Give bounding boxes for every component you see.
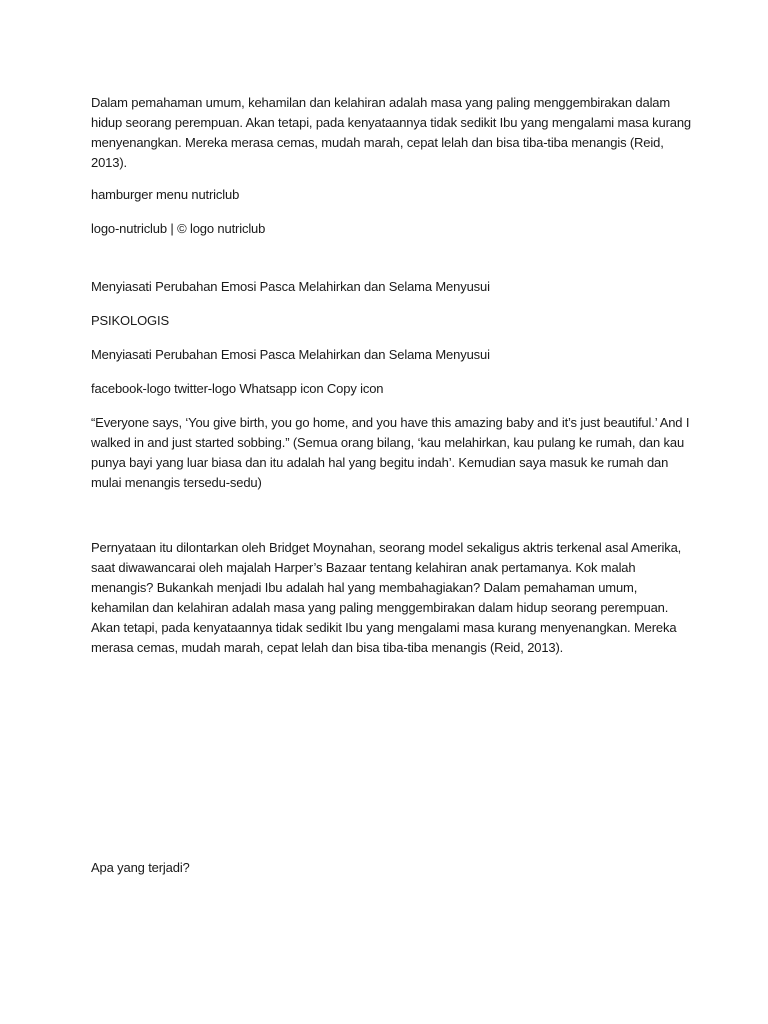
intro-paragraph: Dalam pemahaman umum, kehamilan dan kelahiran adalah masa yang paling menggembirakan dalam hidup seorang perempuan. Akan tetapi, pada kenyataannya tidak sedikit Ibu yang mengalami masa kurang menyenangkan. Mereka merasa cemas, mudah marah, cepat lelah dan bisa tiba-tiba menangis (Reid, 2013). [91,95,692,170]
document-page [91,93,691,878]
body-paragraph: Pernyataan itu dilontarkan oleh Bridget Moynahan, seorang model sekaligus aktris terkenal asal Amerika, saat diwawancarai oleh majalah Harper’s Bazaar tentang kelahiran anak pertamanya. Kok malah menangis? Bukankah menjadi Ibu adalah hal yang membahagiakan? Dalam pemahaman umum, kehamilan dan kelahiran adalah masa yang paling menggembirakan dalam hidup seorang perempuan. Akan tetapi, pada kenyataannya tidak sedikit Ibu yang mengalami masa kurang menyenangkan. Mereka merasa cemas, mudah marah, cepat lelah dan bisa tiba-tiba menangis (Reid, 2013). [91,540,682,655]
article-title-primary: Menyiasati Perubahan Emosi Pasca Melahirkan dan Selama Menyusui [91,279,490,294]
hamburger-menu-text: hamburger menu nutriclub [91,187,240,202]
category-label: PSIKOLOGIS [91,313,169,328]
logo-text: logo-nutriclub | © logo nutriclub [91,221,266,236]
quote-paragraph: “Everyone says, ‘You give birth, you go home, and you have this amazing baby and it’s just beautiful.’ And I walked in and just started sobbing.” (Semua orang bilang, ‘kau melahirkan, kau pulang ke rumah, dan kau punya bayi yang luar biasa dan itu adalah hal yang begitu indah’. Kemudian saya masuk ke rumah dan mulai menangis tersedu-sedu) [91,415,690,490]
section-heading: Apa yang terjadi? [91,860,190,875]
share-icons-text: facebook-logo twitter-logo Whatsapp icon Copy icon [91,381,384,396]
article-title-secondary: Menyiasati Perubahan Emosi Pasca Melahirkan dan Selama Menyusui [91,347,490,362]
